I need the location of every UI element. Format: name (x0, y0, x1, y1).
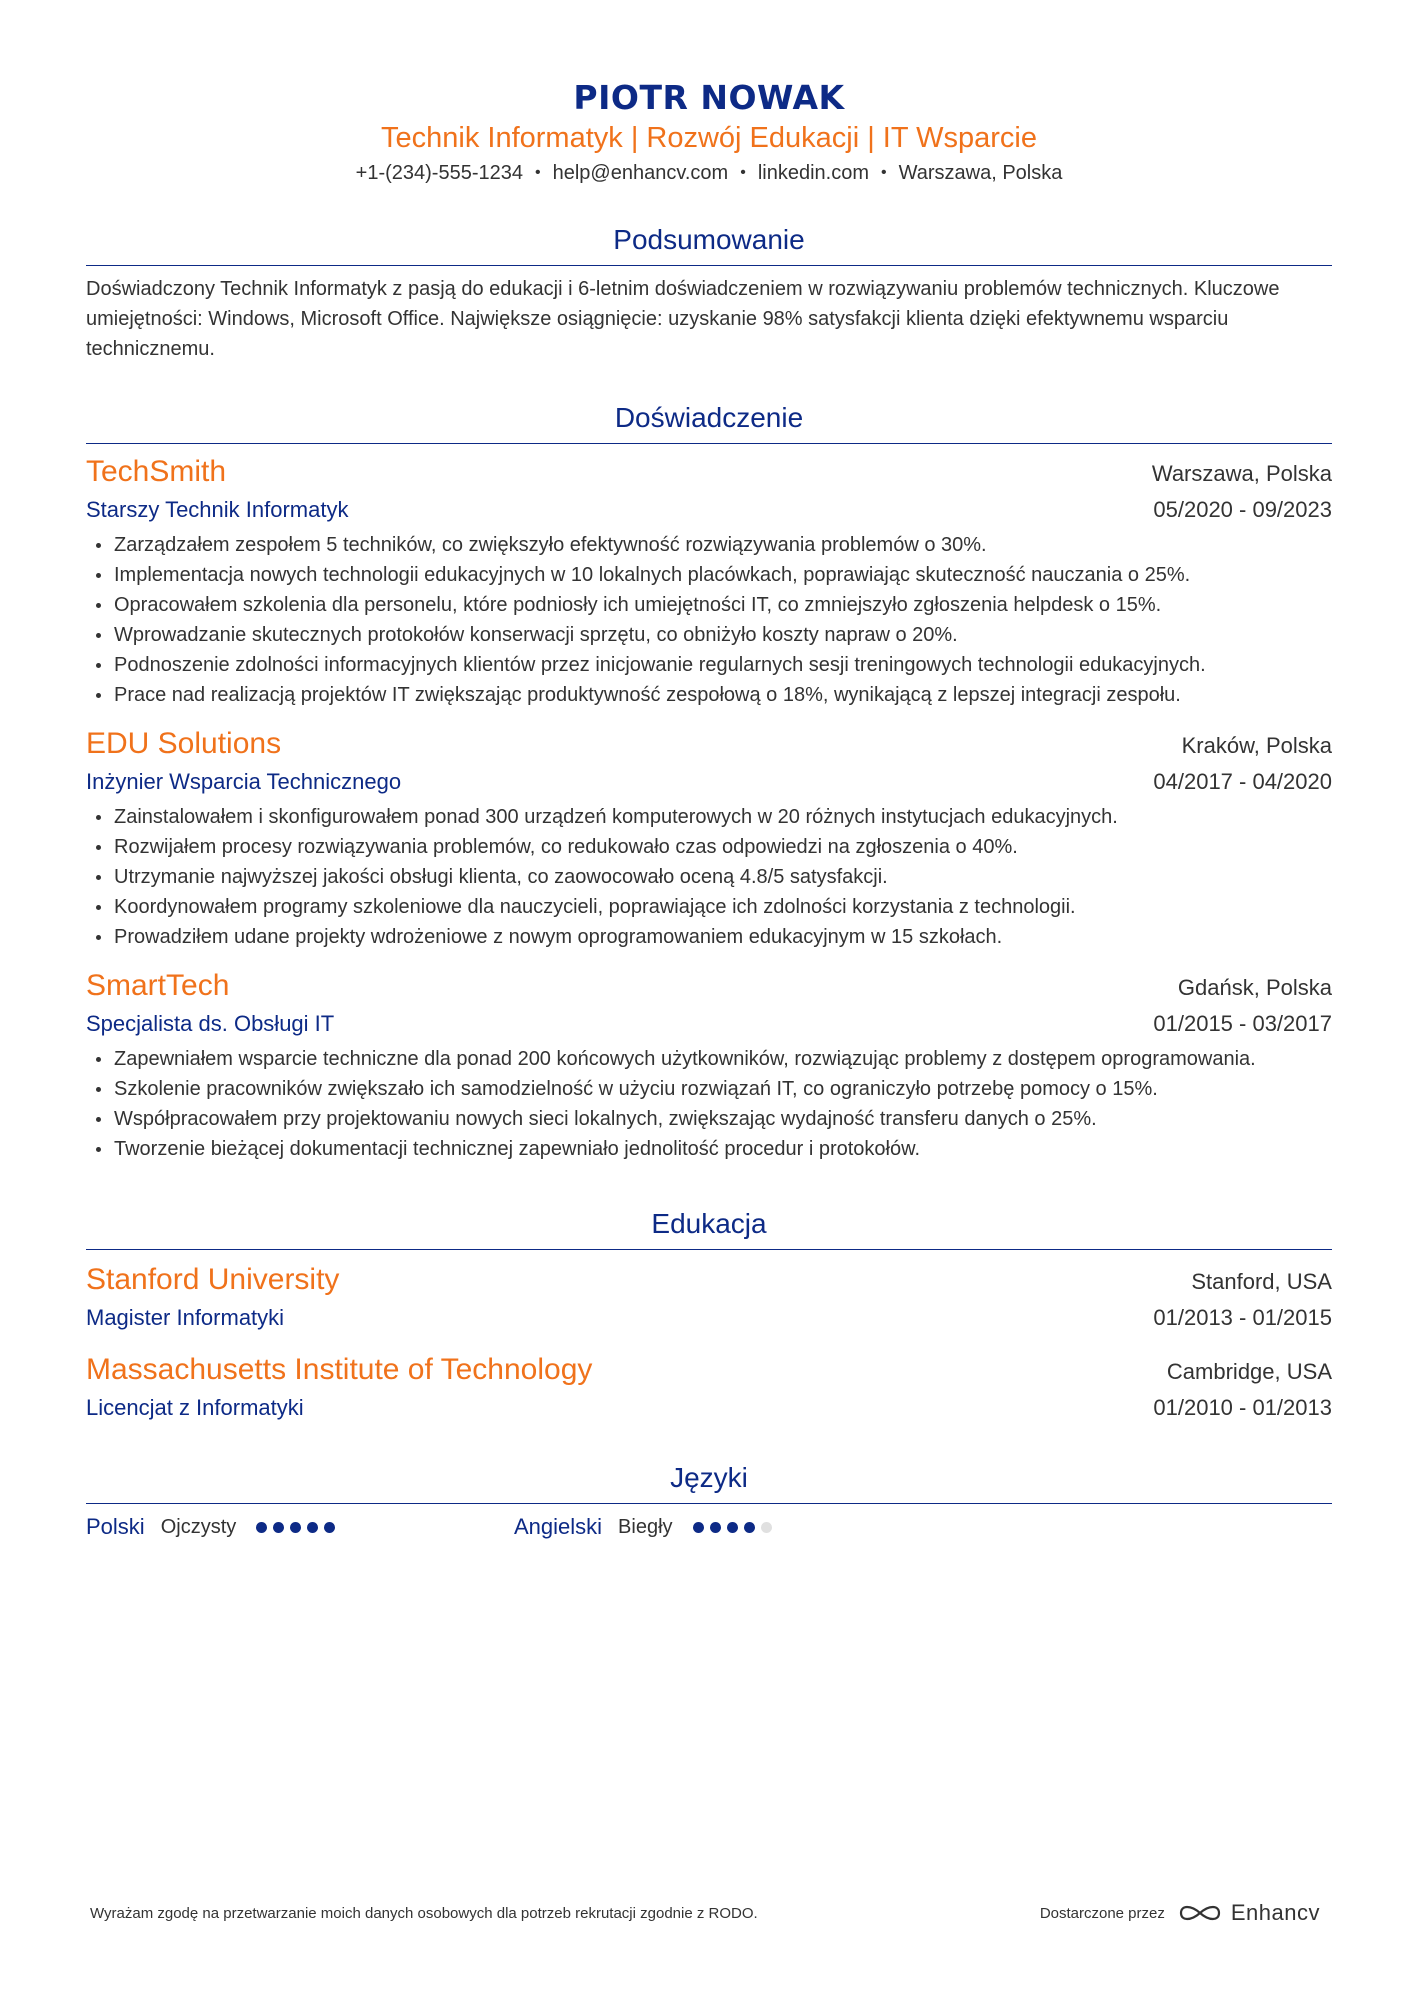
language-level: Ojczysty (160, 1515, 237, 1538)
enhancv-logo-icon (1177, 1901, 1223, 1925)
school-name: Stanford University (86, 1263, 340, 1296)
company-name: TechSmith (86, 455, 227, 488)
job-dates: 05/2020 - 09/2023 (1153, 497, 1332, 522)
rating-dot (307, 1522, 318, 1533)
company-name: SmartTech (86, 969, 230, 1002)
experience-title: Doświadczenie (86, 398, 1332, 444)
education-header-row (86, 1260, 1332, 1300)
resume-header (86, 0, 1332, 190)
achievement-list (86, 802, 1332, 952)
separator-dot: • (880, 164, 887, 181)
degree: Licencjat z Informatyki (86, 1395, 304, 1420)
job-list (86, 452, 1332, 1164)
summary-text: Doświadczony Technik Informatyk z pasją do edukacji i 6-letnim doświadczeniem w rozwiązywaniu problemów technicznych. Kluczowe umiejętności: Windows, Microsoft Office. Największe osiągnięcie: uzyskanie 98% satysfakcji klienta dzięki efektywnemu wsparciu technicznemu. (86, 278, 1280, 360)
footer (90, 1900, 1320, 1926)
company-name: EDU Solutions (86, 727, 282, 760)
degree: Magister Informatyki (86, 1305, 285, 1330)
school-location: Stanford, USA (1191, 1269, 1332, 1294)
job-role-row (86, 492, 1332, 528)
rating-dot (761, 1522, 772, 1533)
job-title: Starszy Technik Informatyk (86, 497, 349, 522)
proficiency-rating (256, 1522, 341, 1533)
enhancv-brand: Enhancv (1230, 1900, 1320, 1925)
powered-by-label: Dostarczone przez (1039, 1904, 1165, 1922)
candidate-name: PIOTR NOWAK (573, 78, 845, 117)
achievement-item: Rozwijałem procesy rozwiązywania problemów, co redukowało czas odpowiedzi na zgłoszenia o 40%. (86, 832, 1332, 862)
resume-page (86, 0, 1332, 1540)
education-section (86, 1204, 1332, 1426)
job-role-row (86, 1006, 1332, 1042)
separator-dot: • (740, 164, 746, 181)
language-item (86, 1514, 514, 1540)
job-title: Inżynier Wsparcia Technicznego (86, 769, 402, 794)
job-dates: 01/2015 - 03/2017 (1153, 1011, 1332, 1036)
languages-title: Języki (86, 1458, 1332, 1504)
gdpr-consent: Wyrażam zgodę na przetwarzanie moich danych osobowych dla potrzeb rekrutacji zgodnie z RODO. (90, 1904, 758, 1922)
school-name: Massachusetts Institute of Technology (86, 1353, 593, 1386)
language-name: Angielski (514, 1514, 603, 1539)
job-location: Kraków, Polska (1181, 733, 1332, 758)
proficiency-rating (693, 1522, 778, 1533)
rating-dot (273, 1522, 284, 1533)
headline: Technik Informatyk | Rozwój Edukacji | IT Wsparcie (381, 122, 1037, 154)
school-location: Cambridge, USA (1166, 1359, 1332, 1384)
separator-dot: • (535, 164, 541, 181)
achievement-item: Koordynowałem programy szkoleniowe dla nauczycieli, poprawiające ich zdolności korzystania z technologii. (86, 892, 1332, 922)
job-header-row (86, 966, 1332, 1006)
achievement-item: Prowadziłem udane projekty wdrożeniowe z nowym oprogramowaniem edukacyjnym w 15 szkołach. (86, 922, 1332, 952)
job-dates: 04/2017 - 04/2020 (1153, 769, 1332, 794)
achievement-item: Szkolenie pracowników zwiększało ich samodzielność w użyciu rozwiązań IT, co ograniczyło potrzebę pomocy o 15%. (86, 1074, 1332, 1104)
job-location: Warszawa, Polska (1151, 461, 1332, 486)
experience-section (86, 398, 1332, 1164)
powered-by (1040, 1900, 1320, 1926)
language-name: Polski (86, 1514, 145, 1539)
education-title: Edukacja (86, 1204, 1332, 1250)
email[interactable]: help@enhancv.com (552, 162, 729, 184)
education-dates: 01/2013 - 01/2015 (1153, 1305, 1332, 1330)
rating-dot (693, 1522, 704, 1533)
job-header-row (86, 724, 1332, 764)
education-entry (86, 1350, 1332, 1426)
linkedin-link[interactable]: linkedin.com (757, 162, 869, 184)
summary-title: Podsumowanie (86, 220, 1332, 266)
achievement-item: Współpracowałem przy projektowaniu nowych sieci lokalnych, zwiększając wydajność transferu danych o 25%. (86, 1104, 1332, 1134)
education-list (86, 1260, 1332, 1426)
rating-dot (727, 1522, 738, 1533)
achievement-item: Wprowadzanie skutecznych protokołów konserwacji sprzętu, co obniżyło koszty napraw o 20%. (86, 620, 1332, 650)
languages-section (86, 1458, 1332, 1540)
education-dates: 01/2010 - 01/2013 (1153, 1395, 1332, 1420)
rating-dot (256, 1522, 267, 1533)
rating-dot (744, 1522, 755, 1533)
education-degree-row (86, 1390, 1332, 1426)
achievement-item: Zapewniałem wsparcie techniczne dla ponad 200 końcowych użytkowników, rozwiązując problemy z dostępem oprogramowania. (86, 1044, 1332, 1074)
education-entry (86, 1260, 1332, 1336)
achievement-item: Opracowałem szkolenia dla personelu, które podniosły ich umiejętności IT, co zmniejszyło zgłoszenia helpdesk o 15%. (86, 590, 1332, 620)
achievement-item: Prace nad realizacją projektów IT zwiększając produktywność zespołową o 18%, wynikającą z lepszej integracji zespołu. (86, 680, 1332, 710)
achievement-item: Implementacja nowych technologii edukacyjnych w 10 lokalnych placówkach, poprawiając skuteczność nauczania o 25%. (86, 560, 1332, 590)
job-header-row (86, 452, 1332, 492)
job-role-row (86, 764, 1332, 800)
job-entry (86, 966, 1332, 1164)
job-entry (86, 452, 1332, 710)
achievement-item: Zarządzałem zespołem 5 techników, co zwiększyło efektywność rozwiązywania problemów o 30%. (86, 530, 1332, 560)
job-title: Specjalista ds. Obsługi IT (86, 1011, 335, 1036)
achievement-item: Zainstalowałem i skonfigurowałem ponad 300 urządzeń komputerowych w 20 różnych instytucjach edukacyjnych. (86, 802, 1332, 832)
achievement-list (86, 1044, 1332, 1164)
rating-dot (710, 1522, 721, 1533)
achievement-list (86, 530, 1332, 710)
summary-section (86, 220, 1332, 364)
education-header-row (86, 1350, 1332, 1390)
language-item (514, 1514, 942, 1540)
rating-dot (324, 1522, 335, 1533)
contact-line (86, 158, 1332, 190)
achievement-item: Podnoszenie zdolności informacyjnych klientów przez inicjowanie regularnych sesji treningowych technologii edukacyjnych. (86, 650, 1332, 680)
achievement-item: Tworzenie bieżącej dokumentacji technicznej zapewniało jednolitość procedur i protokołów. (86, 1134, 1332, 1164)
language-level: Biegły (618, 1515, 673, 1538)
achievement-item: Utrzymanie najwyższej jakości obsługi klienta, co zaowocowało oceną 4.8/5 satysfakcji. (86, 862, 1332, 892)
education-degree-row (86, 1300, 1332, 1336)
language-list (86, 1514, 1332, 1540)
job-entry (86, 724, 1332, 952)
rating-dot (290, 1522, 301, 1533)
job-location: Gdańsk, Polska (1177, 975, 1332, 1000)
location: Warszawa, Polska (898, 162, 1063, 184)
phone: +1-(234)-555-1234 (355, 162, 523, 184)
